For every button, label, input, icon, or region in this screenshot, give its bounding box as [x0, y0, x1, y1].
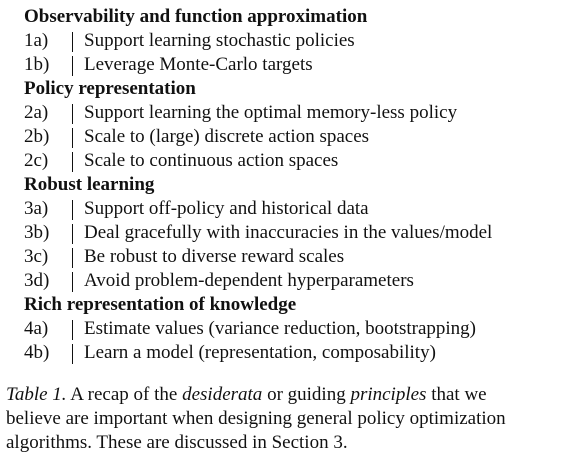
caption-line: believe are important when designing general policy optimization [6, 408, 506, 429]
table-row [24, 29, 564, 53]
table-row [24, 197, 564, 221]
item-text: Support learning the optimal memory-less policy [84, 102, 458, 123]
caption-label: Table 1. [6, 384, 67, 405]
section-heading: Robust learning [24, 174, 155, 195]
item-text: Support off-policy and historical data [84, 198, 369, 219]
item-text: Leverage Monte-Carlo targets [84, 54, 313, 75]
column-separator [72, 32, 73, 52]
section-heading: Observability and function approximation [24, 6, 368, 27]
table-row [24, 317, 564, 341]
item-text: Learn a model (representation, composability) [84, 342, 436, 363]
table-row [24, 245, 564, 269]
column-separator [72, 320, 73, 340]
item-id: 1b) [24, 54, 50, 75]
column-separator [72, 224, 73, 244]
item-text: Deal gracefully with inaccuracies in the values/model [84, 222, 493, 243]
caption-text: or guiding [262, 384, 351, 405]
column-separator [72, 200, 73, 220]
item-id: 1a) [24, 30, 49, 51]
item-id: 3b) [24, 222, 50, 243]
column-separator [72, 344, 73, 364]
table-row [24, 125, 564, 149]
caption-line [6, 383, 564, 407]
table-row [24, 53, 564, 77]
item-id: 4a) [24, 318, 49, 339]
caption-term: principles [350, 384, 427, 405]
item-id: 3c) [24, 246, 49, 267]
caption-text: that we [426, 384, 487, 405]
column-separator [72, 272, 73, 292]
item-id: 2c) [24, 150, 49, 171]
section-heading: Rich representation of knowledge [24, 294, 297, 315]
item-id: 2a) [24, 102, 49, 123]
caption-text: A recap of the [66, 384, 183, 405]
column-separator [72, 104, 73, 124]
column-separator [72, 56, 73, 76]
table-row [24, 221, 564, 245]
table-row [24, 149, 564, 173]
item-text: Avoid problem-dependent hyperparameters [84, 270, 414, 291]
desiderata-table [24, 5, 564, 365]
item-text: Be robust to diverse reward scales [84, 246, 345, 267]
item-id: 3d) [24, 270, 50, 291]
table-row [24, 269, 564, 293]
item-text: Estimate values (variance reduction, bootstrapping) [84, 318, 477, 339]
item-id: 3a) [24, 198, 49, 219]
section-heading: Policy representation [24, 78, 196, 99]
item-id: 4b) [24, 342, 50, 363]
item-id: 2b) [24, 126, 50, 147]
column-separator [72, 152, 73, 172]
item-text: Scale to continuous action spaces [84, 150, 339, 171]
column-separator [72, 248, 73, 268]
caption-term: desiderata [182, 384, 263, 405]
table-caption [6, 383, 564, 455]
column-separator [72, 128, 73, 148]
table-row [24, 101, 564, 125]
table-row [24, 341, 564, 365]
caption-line: algorithms. These are discussed in Section 3. [6, 432, 348, 453]
item-text: Scale to (large) discrete action spaces [84, 126, 370, 147]
item-text: Support learning stochastic policies [84, 30, 355, 51]
